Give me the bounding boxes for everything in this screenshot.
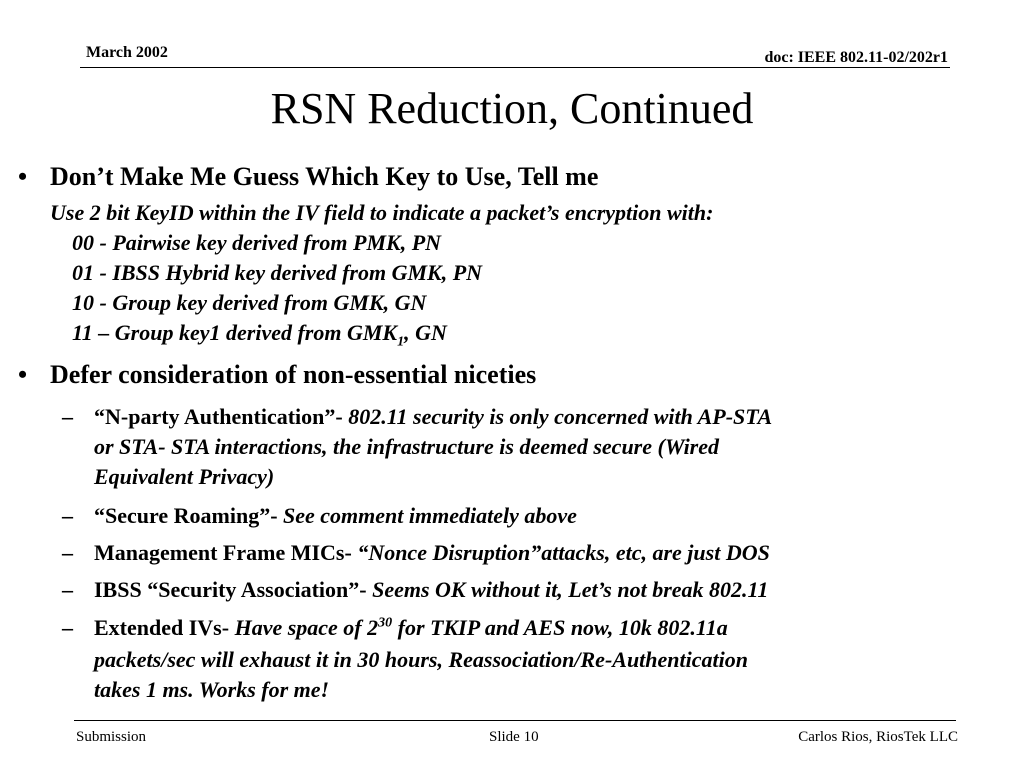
dash-marker: – xyxy=(62,615,73,640)
key-line-10: 10 - Group key derived from GMK, GN xyxy=(72,290,427,315)
bullet-marker: • xyxy=(18,162,28,191)
dash-marker: – xyxy=(62,577,73,602)
dash-marker: – xyxy=(62,503,73,528)
bullet-marker: • xyxy=(18,360,28,389)
header-divider xyxy=(80,67,950,68)
sub-item-label: “N-party Authentication”- xyxy=(94,404,349,429)
bullet-2-heading: Defer consideration of non-essential niceties xyxy=(50,360,537,389)
sub-item-extended-ivs-cont-1: packets/sec will exhaust it in 30 hours, Reassociation/Re-Authentication xyxy=(94,647,748,672)
sub-item-n-party-cont-2: Equivalent Privacy) xyxy=(94,464,275,489)
dash-marker: – xyxy=(62,540,73,565)
sub-item-label: “Secure Roaming”- xyxy=(94,503,284,528)
header-date: March 2002 xyxy=(86,44,168,61)
sub-item-desc: See comment immediately above xyxy=(283,503,577,528)
dash-marker: – xyxy=(62,404,73,429)
sub-item-desc: 802.11 security is only concerned with AP-STA xyxy=(348,404,773,429)
key-line-11 xyxy=(72,320,447,350)
key-line-11-text: 11 – Group key1 derived from GMK xyxy=(72,320,398,345)
footer-divider xyxy=(74,720,956,721)
key-line-01: 01 - IBSS Hybrid key derived from GMK, PN xyxy=(72,260,483,285)
sub-item-label: Extended IVs- xyxy=(94,615,235,640)
sub-item-desc: Have space of 2 xyxy=(234,615,379,640)
footer-submission: Submission xyxy=(76,729,147,745)
sub-item-label: Management Frame MICs- xyxy=(94,540,358,565)
footer-slide-number: Slide 10 xyxy=(489,729,539,745)
bullet-1-heading: Don’t Make Me Guess Which Key to Use, Tell me xyxy=(50,162,599,191)
bullet-1-intro: Use 2 bit KeyID within the IV field to indicate a packet’s encryption with: xyxy=(50,200,714,225)
sub-item-superscript: 30 xyxy=(378,615,393,631)
sub-item-desc: Seems OK without it, Let’s not break 802.11 xyxy=(372,577,769,602)
key-line-11-subscript: 1 xyxy=(397,334,405,350)
sub-item-desc-tail: for TKIP and AES now, 10k 802.11a xyxy=(392,615,728,640)
sub-item-extended-ivs-cont-2: takes 1 ms. Works for me! xyxy=(94,677,330,702)
footer-author: Carlos Rios, RiosTek LLC xyxy=(798,729,958,745)
sub-item-n-party-cont-1: or STA- STA interactions, the infrastructure is deemed secure (Wired xyxy=(94,434,720,459)
key-line-11-suffix: , GN xyxy=(404,320,447,345)
key-line-00: 00 - Pairwise key derived from PMK, PN xyxy=(72,230,442,255)
slide-title: RSN Reduction, Continued xyxy=(270,84,754,133)
sub-item-desc: “Nonce Disruption”attacks, etc, are just DOS xyxy=(357,540,770,565)
header-doc-id: doc: IEEE 802.11-02/202r1 xyxy=(764,49,948,66)
sub-item-label: IBSS “Security Association”- xyxy=(94,577,373,602)
